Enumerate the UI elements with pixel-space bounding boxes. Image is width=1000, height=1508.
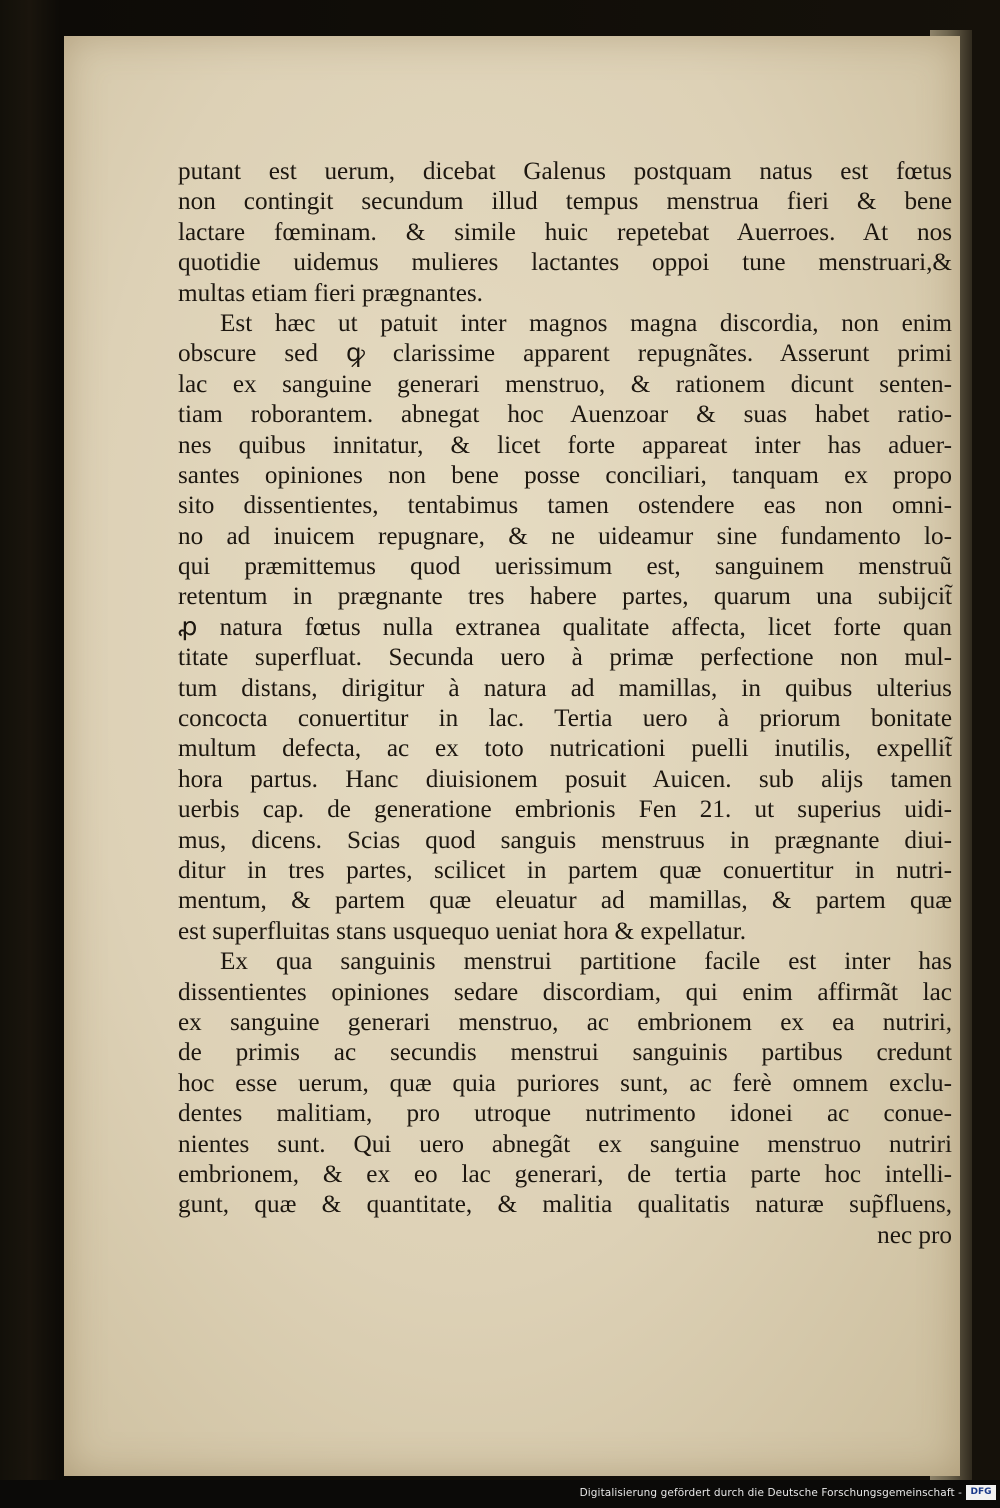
text-line: tiam roborantem. abnegat hoc Auenzoar & suas habet ratio- bbox=[178, 401, 952, 429]
text-line: lac ex sanguine generari menstruo, & rationem dicunt senten- bbox=[178, 370, 952, 398]
text-line: ꝓ natura fœtus nulla extranea qualitate affecta, licet forte quan bbox=[178, 613, 952, 641]
text-line: sito dissentientes, tentabimus tamen ostendere eas non omni- bbox=[178, 492, 952, 520]
text-line: non contingit secundum illud tempus menstrua fieri & bene bbox=[178, 188, 952, 216]
text-line: quotidie uidemus mulieres lactantes oppoi tune menstruari,& bbox=[178, 249, 952, 277]
text-line: putant est uerum, dicebat Galenus postquam natus est fœtus bbox=[178, 158, 952, 185]
text-line: hoc esse uerum, quæ quia puriores sunt, ac ferè omnem exclu- bbox=[178, 1069, 952, 1097]
page-text bbox=[178, 157, 952, 1251]
text-line: titate superfluat. Secunda uero à primæ perfectione non mul- bbox=[178, 644, 952, 672]
text-line: no ad inuicem repugnare, & ne uideamur sine fundamento lo- bbox=[178, 522, 952, 550]
paragraph-start: Ex qua sanguinis menstrui partitione facile est inter has bbox=[220, 948, 952, 976]
text-line: mentum, & partem quæ eleuatur ad mamillas, & partem quæ bbox=[178, 887, 952, 915]
text-line: concocta conuertitur in lac. Tertia uero à priorum bonitate bbox=[178, 705, 952, 733]
footer-bar bbox=[0, 1480, 1000, 1508]
text-line: dissentientes opiniones sedare discordiam, qui enim affirmãt lac bbox=[178, 978, 952, 1006]
text-line: nientes sunt. Qui uero abnegãt ex sanguine menstruo nutriri bbox=[178, 1130, 952, 1158]
paragraph-start: Est hæc ut patuit inter magnos magna discordia, non enim bbox=[220, 309, 952, 337]
text-line: ex sanguine generari menstruo, ac embrionem ex ea nutriri, bbox=[178, 1008, 952, 1036]
catchword: nec pro bbox=[877, 1221, 952, 1249]
text-line: retentum in prægnante tres habere partes, quarum una subijcit̃ bbox=[178, 583, 952, 611]
text-line: ditur in tres partes, scilicet in partem quæ conuertitur in nutri- bbox=[178, 856, 952, 884]
text-line: de primis ac secundis menstrui sanguinis partibus credunt bbox=[178, 1039, 952, 1067]
text-line: qui præmittemus quod uerissimum est, sanguinem menstruũ bbox=[178, 553, 952, 581]
text-line: mus, dicens. Scias quod sanguis menstruus in prægnante diui- bbox=[178, 826, 952, 854]
text-line: multas etiam fieri prægnantes. bbox=[178, 279, 483, 307]
text-line: nes quibus innitatur, & licet forte appareat inter has aduer- bbox=[178, 431, 952, 459]
text-line: uerbis cap. de generatione embrionis Fen 21. ut superius uidi- bbox=[178, 796, 952, 824]
text-line: santes opiniones non bene posse conciliari, tanquam ex propo bbox=[178, 461, 952, 489]
text-line: lactare fœminam. & simile huic repetebat Auerroes. At nos bbox=[178, 218, 952, 246]
text-line: dentes malitiam, pro utroque nutrimento idonei ac conue- bbox=[178, 1100, 952, 1128]
text-line: tum distans, dirigitur à natura ad mamillas, in quibus ulterius bbox=[178, 674, 952, 702]
text-line: embrionem, & ex eo lac generari, de tertia parte hoc intelli- bbox=[178, 1160, 952, 1188]
dfg-logo: DFG bbox=[966, 1485, 996, 1500]
text-line: hora partus. Hanc diuisionem posuit Auicen. sub alijs tamen bbox=[178, 765, 952, 793]
text-line: obscure sed ꝙ clarissime apparent repugnãtes. Asserunt primi bbox=[178, 340, 952, 368]
text-line: multum defecta, ac ex toto nutricationi puelli inutilis, expellit̃ bbox=[178, 735, 952, 763]
text-line: gunt, quæ & quantitate, & malitia qualitatis naturæ sup̃fluens, bbox=[178, 1191, 952, 1219]
text-line: est superfluitas stans usquequo ueniat hora & expellatur. bbox=[178, 917, 746, 945]
footer-credit: Digitalisierung gefördert durch die Deutsche Forschungsgemeinschaft - bbox=[579, 1487, 962, 1499]
